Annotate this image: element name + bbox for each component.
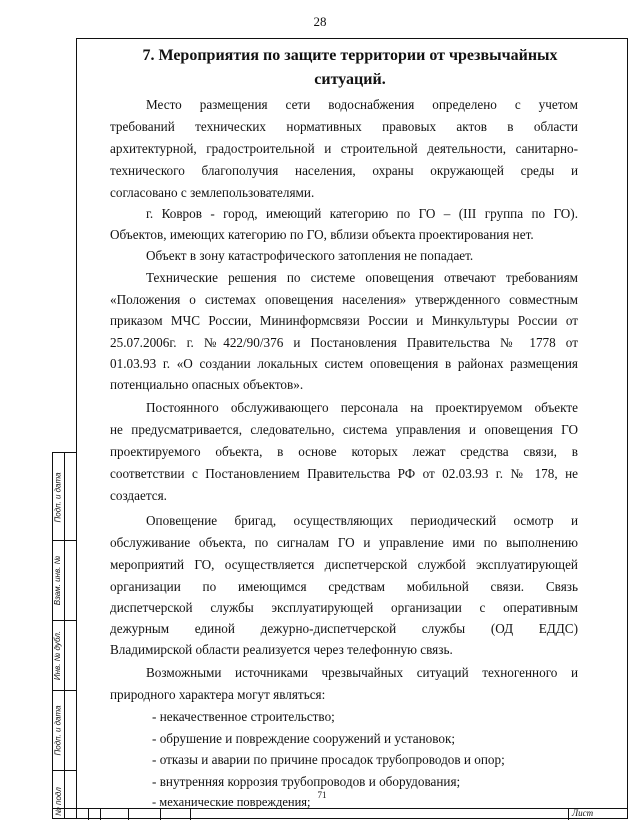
paragraph-line: организации по имеющимся средствам мобильной связи. Связь: [110, 579, 578, 594]
paragraph-line: Возможными источниками чрезвычайных ситуаций техногенного и: [146, 665, 578, 680]
paragraph-line: потенциально опасных объектов».: [110, 377, 304, 392]
list-item: - некачественное строительство;: [152, 709, 335, 724]
frame-bottom-line: [52, 808, 628, 809]
frame-bottom-line-2: [52, 818, 628, 819]
paragraph-line: соответствии с Постановлением Правительства РФ от 02.03.93 г. № 178, не: [110, 466, 578, 481]
paragraph-line: архитектурной, градостроительной и строительной деятельности, санитарно-: [110, 141, 578, 156]
paragraph-line: Объект в зону катастрофического затопления не попадает.: [146, 248, 474, 263]
paragraph-line: технического благополучия населения, охраны окружающей среды и: [110, 163, 578, 178]
page-number: 28: [313, 14, 327, 29]
stamp-label-replace-inv: Взам. инв. №: [53, 555, 63, 605]
paragraph-line: Владимирской области реализуется через телефонную связь.: [110, 642, 453, 657]
paragraph-line: обслуживание объекта, по сигналам ГО и управление ими по выполнению: [110, 535, 578, 550]
paragraph-line: дежурным единой дежурно-диспетчерской службы (ОД ЕДДС): [110, 621, 578, 636]
paragraph-line: согласовано с землепользователями.: [110, 185, 315, 200]
list-item: - обрушение и повреждение сооружений и установок;: [152, 731, 456, 746]
paragraph-line: требований технических нормативных правовых актов в области: [110, 119, 578, 134]
footer-page-number: 71: [317, 790, 327, 800]
paragraph-line: Объектов, имеющих категорию по ГО, вблизи объекта проектирования нет.: [110, 227, 534, 242]
paragraph-line: проектируемого объекта, в основе которых лежат средства связи, в: [110, 444, 578, 459]
paragraph-line: Постоянного обслуживающего персонала на проектируемом объекте: [146, 400, 578, 415]
paragraph-line: 01.03.93 г. «О создании локальных систем оповещения в районах размещения: [110, 356, 578, 371]
paragraph-line: Оповещение бригад, осуществляющих периодический осмотр и: [146, 513, 578, 528]
stamp-column-divider: [64, 452, 65, 818]
stamp-label-sign-date: Подп. и дата: [53, 471, 63, 523]
section-heading-line-1: 7. Мероприятия по защите территории от чрезвычайных: [142, 47, 558, 64]
title-block-tick: [88, 808, 89, 820]
title-block-tick: [128, 808, 129, 820]
stamp-label-dup-inv: Инв. № дубл.: [53, 630, 63, 680]
title-block-tick: [568, 808, 569, 820]
paragraph-line: «Положения о системах оповещения населения» утвержденного совместным: [110, 292, 578, 307]
paragraph-line: не предусматривается, следовательно, система управления и оповещения ГО: [110, 422, 578, 437]
list-item: - внутренняя коррозия трубопроводов и оборудования;: [152, 774, 461, 789]
stamp-separator: [52, 770, 76, 771]
title-block-tick: [100, 808, 101, 820]
stamp-label-sign-date-2: Подп. и дата: [53, 704, 63, 756]
paragraph-line: диспетчерской службы эксплуатирующей организации с оперативным: [110, 600, 578, 615]
paragraph-line: 25.07.2006г. г. №422/90/376 и Постановления Правительства № 1778 от: [110, 335, 578, 350]
paragraph-line: приказом МЧС России, Мининформсвязи России и Минкультуры России от: [110, 313, 578, 328]
paragraph-line: мероприятий ГО, осуществляется диспетчерской службой эксплуатирующей: [110, 557, 578, 572]
stamp-separator: [52, 620, 76, 621]
stamp-separator: [52, 690, 76, 691]
stamp-separator: [52, 540, 76, 541]
paragraph-line: природного характера могут являться:: [110, 687, 326, 702]
section-heading-line-2: ситуаций.: [314, 71, 386, 88]
list-item: - механические повреждения;: [152, 795, 311, 809]
paragraph-line: г. Ковров - город, имеющий категорию по ГО – (III группа по ГО).: [146, 206, 578, 221]
stamp-label-orig-inv: № подл: [53, 786, 63, 816]
sheet-label: Лист: [572, 808, 594, 818]
paragraph-line: Технические решения по системе оповещения отвечают требованиям: [146, 270, 578, 285]
list-item: - отказы и аварии по причине просадок трубопроводов и опор;: [152, 752, 505, 767]
paragraph-line: Место размещения сети водоснабжения определено с учетом: [146, 97, 578, 112]
paragraph-line: создается.: [110, 488, 167, 503]
